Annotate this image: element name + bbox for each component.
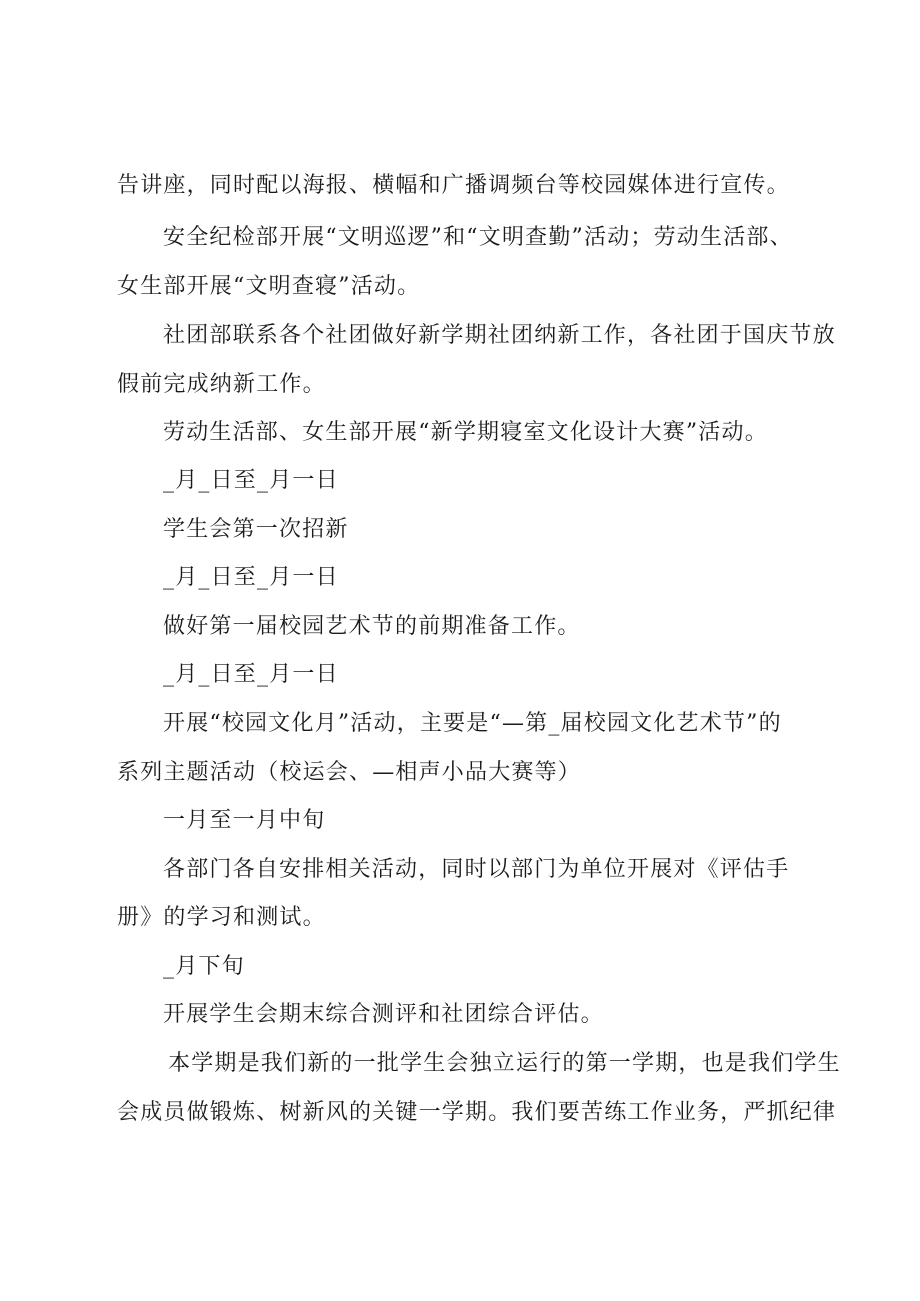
text-line: 会成员做锻炼、树新风的关键一学期。我们要苦练工作业务，严抓纪律 [117, 1100, 837, 1125]
text-line: 各部门各自安排相关活动，同时以部门为单位开展对《评估手 [163, 857, 790, 882]
text-line: 告讲座，同时配以海报、横幅和广播调频台等校园媒体进行宣传。 [117, 173, 790, 198]
text-line: 册》的学习和测试。 [117, 905, 326, 930]
text-line: 本学期是我们新的一批学生会独立运行的第一学期，也是我们学生 [168, 1051, 841, 1076]
date-line: 一月至一月中旬 [163, 808, 326, 833]
text-line: 假前完成纳新工作。 [117, 372, 326, 397]
text-line: 安全纪检部开展“文明巡逻”和“文明查勤”活动；劳动生活部、 [163, 225, 793, 250]
text-line: 系列主题活动（校运会、—相声小品大赛等） [117, 760, 582, 785]
text-line: 做好第一届校园艺术节的前期准备工作。 [163, 614, 581, 639]
text-line: 学生会第一次招新 [163, 517, 349, 542]
date-line: _月_日至_月一日 [163, 662, 339, 687]
text-line: 开展学生会期末综合测评和社团综合评估。 [163, 1002, 604, 1027]
date-line: _月_日至_月一日 [163, 565, 339, 590]
text-line: 社团部联系各个社团做好新学期社团纳新工作，各社团于国庆节放 [163, 323, 836, 348]
text-line: 女生部开展“文明查寝”活动。 [117, 274, 421, 299]
text-line: 劳动生活部、女生部开展“新学期寝室文化设计大赛”活动。 [163, 420, 768, 445]
text-line: 开展“校园文化月”活动，主要是“—第_届校园文化艺术节”的 [163, 711, 782, 736]
date-line: _月下旬 [163, 954, 245, 979]
date-line: _月_日至_月一日 [163, 468, 339, 493]
